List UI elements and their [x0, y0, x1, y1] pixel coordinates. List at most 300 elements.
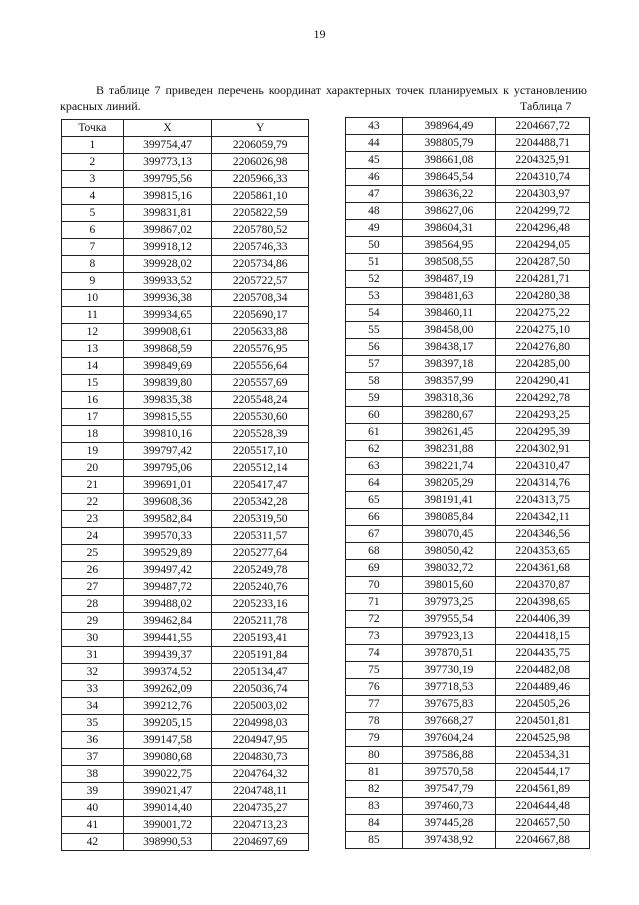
y-cell: 2205233,16: [212, 596, 309, 613]
x-cell: 397604,24: [402, 730, 496, 747]
table-row: [62, 358, 309, 375]
table-row: [346, 322, 590, 339]
y-cell: 2204325,91: [496, 152, 590, 169]
point-cell: 71: [346, 594, 403, 611]
table-row: [346, 152, 590, 169]
x-cell: 399212,76: [123, 698, 212, 715]
table-row: [62, 579, 309, 596]
point-cell: 80: [346, 747, 403, 764]
point-cell: 37: [62, 749, 124, 766]
x-cell: 399933,52: [123, 273, 212, 290]
table-row: [62, 239, 309, 256]
table-row: [346, 203, 590, 220]
point-cell: 65: [346, 492, 403, 509]
point-cell: 74: [346, 645, 403, 662]
x-cell: 398460,11: [402, 305, 496, 322]
x-cell: 397870,51: [402, 645, 496, 662]
x-cell: 397668,27: [402, 713, 496, 730]
point-cell: 55: [346, 322, 403, 339]
page-number: 19: [313, 27, 326, 41]
table-row: [346, 781, 590, 798]
point-cell: 12: [62, 324, 124, 341]
point-cell: 2: [62, 154, 124, 171]
table-row: [62, 749, 309, 766]
x-cell: 397547,79: [402, 781, 496, 798]
y-cell: 2205134,47: [212, 664, 309, 681]
x-cell: 399374,52: [123, 664, 212, 681]
table-row: [346, 815, 590, 832]
point-cell: 34: [62, 698, 124, 715]
y-cell: 2205528,39: [212, 426, 309, 443]
x-cell: 399831,81: [123, 205, 212, 222]
x-cell: 398564,95: [402, 237, 496, 254]
x-cell: 399608,36: [123, 494, 212, 511]
x-cell: 398636,22: [402, 186, 496, 203]
point-cell: 10: [62, 290, 124, 307]
point-cell: 75: [346, 662, 403, 679]
y-cell: 2205966,33: [212, 171, 309, 188]
x-cell: 399867,02: [123, 222, 212, 239]
point-cell: 84: [346, 815, 403, 832]
x-cell: 399570,33: [123, 528, 212, 545]
y-cell: 2205249,78: [212, 562, 309, 579]
x-cell: 398318,36: [402, 390, 496, 407]
x-cell: 398050,42: [402, 543, 496, 560]
x-cell: 397730,19: [402, 662, 496, 679]
point-cell: 44: [346, 135, 403, 152]
table-row: [62, 528, 309, 545]
y-cell: 2205780,52: [212, 222, 309, 239]
table-row: [346, 696, 590, 713]
x-cell: 399918,12: [123, 239, 212, 256]
x-cell: 399936,38: [123, 290, 212, 307]
y-cell: 2204534,31: [496, 747, 590, 764]
y-cell: 2204667,72: [496, 118, 590, 135]
point-cell: 60: [346, 407, 403, 424]
y-cell: 2205342,28: [212, 494, 309, 511]
table-row: [346, 798, 590, 815]
y-cell: 2204310,74: [496, 169, 590, 186]
point-cell: 31: [62, 647, 124, 664]
y-cell: 2204998,03: [212, 715, 309, 732]
table-row: [346, 577, 590, 594]
point-cell: 7: [62, 239, 124, 256]
y-cell: 2206026,98: [212, 154, 309, 171]
point-cell: 51: [346, 254, 403, 271]
y-cell: 2205517,10: [212, 443, 309, 460]
table-row: [62, 630, 309, 647]
table-row: [346, 220, 590, 237]
table-row: [62, 766, 309, 783]
table-row: [62, 188, 309, 205]
table-row: [346, 679, 590, 696]
table-row: [62, 681, 309, 698]
table-row: [346, 169, 590, 186]
header-point: Точка: [62, 120, 124, 137]
x-cell: 399839,80: [123, 375, 212, 392]
point-cell: 32: [62, 664, 124, 681]
x-cell: 397445,28: [402, 815, 496, 832]
point-cell: 35: [62, 715, 124, 732]
y-cell: 2205633,88: [212, 324, 309, 341]
y-cell: 2205746,33: [212, 239, 309, 256]
point-cell: 85: [346, 832, 403, 849]
y-cell: 2204342,11: [496, 509, 590, 526]
table-row: [346, 373, 590, 390]
y-cell: 2204435,75: [496, 645, 590, 662]
point-cell: 83: [346, 798, 403, 815]
x-cell: 399439,37: [123, 647, 212, 664]
y-cell: 2204418,15: [496, 628, 590, 645]
point-cell: 4: [62, 188, 124, 205]
x-cell: 399849,69: [123, 358, 212, 375]
y-cell: 2204303,97: [496, 186, 590, 203]
y-cell: 2204525,98: [496, 730, 590, 747]
point-cell: 56: [346, 339, 403, 356]
x-cell: 397923,13: [402, 628, 496, 645]
y-cell: 2204302,91: [496, 441, 590, 458]
y-cell: 2204735,27: [212, 800, 309, 817]
y-cell: 2205861,10: [212, 188, 309, 205]
point-cell: 79: [346, 730, 403, 747]
x-cell: 398458,00: [402, 322, 496, 339]
x-cell: 399835,38: [123, 392, 212, 409]
point-cell: 5: [62, 205, 124, 222]
y-cell: 2205557,69: [212, 375, 309, 392]
x-cell: 399529,89: [123, 545, 212, 562]
point-cell: 81: [346, 764, 403, 781]
point-cell: 76: [346, 679, 403, 696]
table-row: [346, 730, 590, 747]
point-cell: 3: [62, 171, 124, 188]
table-row: [346, 492, 590, 509]
point-cell: 73: [346, 628, 403, 645]
table-row: [62, 613, 309, 630]
y-cell: 2205417,47: [212, 477, 309, 494]
table-row: [62, 392, 309, 409]
point-cell: 46: [346, 169, 403, 186]
x-cell: 399908,61: [123, 324, 212, 341]
x-cell: 398964,49: [402, 118, 496, 135]
point-cell: 47: [346, 186, 403, 203]
table-row: [62, 647, 309, 664]
point-cell: 42: [62, 834, 124, 851]
y-cell: 2204544,17: [496, 764, 590, 781]
table-row: [62, 545, 309, 562]
table-row: [62, 698, 309, 715]
point-cell: 69: [346, 560, 403, 577]
table-row: [62, 324, 309, 341]
table-row: [346, 509, 590, 526]
y-cell: 2204292,78: [496, 390, 590, 407]
point-cell: 8: [62, 256, 124, 273]
table-row: [62, 137, 309, 154]
y-cell: 2204644,48: [496, 798, 590, 815]
x-cell: 399205,15: [123, 715, 212, 732]
y-cell: 2204287,50: [496, 254, 590, 271]
y-cell: 2205311,57: [212, 528, 309, 545]
table-row: [62, 511, 309, 528]
y-cell: 2204713,23: [212, 817, 309, 834]
x-cell: 397955,54: [402, 611, 496, 628]
x-cell: 397438,92: [402, 832, 496, 849]
y-cell: 2204488,71: [496, 135, 590, 152]
table-row: [346, 305, 590, 322]
point-cell: 1: [62, 137, 124, 154]
intro-paragraph: В таблице 7 приведен перечень координат характерных точек планируемых к установлению красных линий.: [60, 83, 587, 113]
x-cell: 398661,08: [402, 152, 496, 169]
table-row: [62, 494, 309, 511]
y-cell: 2204294,05: [496, 237, 590, 254]
y-cell: 2204830,73: [212, 749, 309, 766]
x-cell: 398397,18: [402, 356, 496, 373]
x-cell: 398070,45: [402, 526, 496, 543]
table-row: [346, 339, 590, 356]
point-cell: 27: [62, 579, 124, 596]
header-x: X: [123, 120, 212, 137]
point-cell: 59: [346, 390, 403, 407]
x-cell: 398645,54: [402, 169, 496, 186]
y-cell: 2205530,60: [212, 409, 309, 426]
x-cell: 399795,56: [123, 171, 212, 188]
x-cell: 399022,75: [123, 766, 212, 783]
table-row: [346, 390, 590, 407]
table-row: [346, 254, 590, 271]
point-cell: 64: [346, 475, 403, 492]
table-row: [62, 273, 309, 290]
point-cell: 15: [62, 375, 124, 392]
x-cell: 397570,58: [402, 764, 496, 781]
table-row: [62, 460, 309, 477]
x-cell: 399797,42: [123, 443, 212, 460]
table-row: [346, 441, 590, 458]
y-cell: 2204489,46: [496, 679, 590, 696]
point-cell: 28: [62, 596, 124, 613]
point-cell: 38: [62, 766, 124, 783]
point-cell: 45: [346, 152, 403, 169]
point-cell: 39: [62, 783, 124, 800]
x-cell: 398604,31: [402, 220, 496, 237]
table-row: [62, 205, 309, 222]
x-cell: 399928,02: [123, 256, 212, 273]
x-cell: 399001,72: [123, 817, 212, 834]
table-row: [346, 543, 590, 560]
y-cell: 2204275,22: [496, 305, 590, 322]
point-cell: 82: [346, 781, 403, 798]
point-cell: 25: [62, 545, 124, 562]
point-cell: 17: [62, 409, 124, 426]
point-cell: 68: [346, 543, 403, 560]
x-cell: 398487,19: [402, 271, 496, 288]
x-cell: 398627,06: [402, 203, 496, 220]
y-cell: 2204295,39: [496, 424, 590, 441]
y-cell: 2205722,57: [212, 273, 309, 290]
x-cell: 399815,55: [123, 409, 212, 426]
y-cell: 2204748,11: [212, 783, 309, 800]
y-cell: 2205277,64: [212, 545, 309, 562]
table-row: [346, 186, 590, 203]
point-cell: 30: [62, 630, 124, 647]
table-row: [346, 475, 590, 492]
point-cell: 29: [62, 613, 124, 630]
y-cell: 2204299,72: [496, 203, 590, 220]
x-cell: 399021,47: [123, 783, 212, 800]
y-cell: 2205193,41: [212, 630, 309, 647]
table-row: [62, 817, 309, 834]
x-cell: 399934,65: [123, 307, 212, 324]
y-cell: 2204313,75: [496, 492, 590, 509]
point-cell: 19: [62, 443, 124, 460]
y-cell: 2204353,65: [496, 543, 590, 560]
table-header-row: [62, 120, 309, 137]
x-cell: 399462,84: [123, 613, 212, 630]
table-row: [346, 832, 590, 849]
x-cell: 398357,99: [402, 373, 496, 390]
y-cell: 2205319,50: [212, 511, 309, 528]
table-row: [62, 834, 309, 851]
table-row: [346, 747, 590, 764]
y-cell: 2204505,26: [496, 696, 590, 713]
table-row: [346, 526, 590, 543]
x-cell: 398805,79: [402, 135, 496, 152]
point-cell: 20: [62, 460, 124, 477]
x-cell: 399754,47: [123, 137, 212, 154]
y-cell: 2206059,79: [212, 137, 309, 154]
x-cell: 397460,73: [402, 798, 496, 815]
point-cell: 6: [62, 222, 124, 239]
y-cell: 2204275,10: [496, 322, 590, 339]
x-cell: 399773,13: [123, 154, 212, 171]
y-cell: 2204281,71: [496, 271, 590, 288]
x-cell: 398508,55: [402, 254, 496, 271]
x-cell: 399014,40: [123, 800, 212, 817]
table-caption: Таблица 7: [520, 99, 572, 113]
table-row: [62, 477, 309, 494]
table-row: [62, 409, 309, 426]
table-row: [346, 424, 590, 441]
x-cell: 398032,72: [402, 560, 496, 577]
table-row: [346, 713, 590, 730]
y-cell: 2205690,17: [212, 307, 309, 324]
x-cell: 399815,16: [123, 188, 212, 205]
x-cell: 398990,53: [123, 834, 212, 851]
point-cell: 21: [62, 477, 124, 494]
table-row: [346, 560, 590, 577]
coordinates-table-right: [345, 117, 590, 849]
x-cell: 397675,83: [402, 696, 496, 713]
y-cell: 2205556,64: [212, 358, 309, 375]
point-cell: 50: [346, 237, 403, 254]
table-row: [62, 171, 309, 188]
x-cell: 398438,17: [402, 339, 496, 356]
y-cell: 2205548,24: [212, 392, 309, 409]
point-cell: 63: [346, 458, 403, 475]
y-cell: 2205822,59: [212, 205, 309, 222]
table-row: [346, 237, 590, 254]
y-cell: 2204361,68: [496, 560, 590, 577]
point-cell: 62: [346, 441, 403, 458]
y-cell: 2205734,86: [212, 256, 309, 273]
x-cell: 398280,67: [402, 407, 496, 424]
y-cell: 2204697,69: [212, 834, 309, 851]
y-cell: 2204370,87: [496, 577, 590, 594]
table-row: [346, 118, 590, 135]
y-cell: 2204285,00: [496, 356, 590, 373]
table-row: [346, 271, 590, 288]
point-cell: 11: [62, 307, 124, 324]
point-cell: 67: [346, 526, 403, 543]
table-row: [62, 256, 309, 273]
table-row: [62, 732, 309, 749]
point-cell: 9: [62, 273, 124, 290]
point-cell: 16: [62, 392, 124, 409]
x-cell: 399488,02: [123, 596, 212, 613]
point-cell: 36: [62, 732, 124, 749]
y-cell: 2204482,08: [496, 662, 590, 679]
point-cell: 33: [62, 681, 124, 698]
y-cell: 2204296,48: [496, 220, 590, 237]
x-cell: 398205,29: [402, 475, 496, 492]
table-row: [346, 645, 590, 662]
y-cell: 2205240,76: [212, 579, 309, 596]
y-cell: 2205512,14: [212, 460, 309, 477]
point-cell: 23: [62, 511, 124, 528]
x-cell: 398261,45: [402, 424, 496, 441]
x-cell: 398015,60: [402, 577, 496, 594]
y-cell: 2204657,50: [496, 815, 590, 832]
table-row: [346, 764, 590, 781]
point-cell: 54: [346, 305, 403, 322]
table-row: [346, 288, 590, 305]
table-row: [62, 715, 309, 732]
y-cell: 2205576,95: [212, 341, 309, 358]
point-cell: 77: [346, 696, 403, 713]
table-row: [346, 594, 590, 611]
point-cell: 22: [62, 494, 124, 511]
point-cell: 13: [62, 341, 124, 358]
x-cell: 399080,68: [123, 749, 212, 766]
table-row: [346, 135, 590, 152]
x-cell: 399868,59: [123, 341, 212, 358]
point-cell: 49: [346, 220, 403, 237]
point-cell: 52: [346, 271, 403, 288]
x-cell: 399497,42: [123, 562, 212, 579]
table-row: [62, 562, 309, 579]
point-cell: 70: [346, 577, 403, 594]
table-row: [62, 443, 309, 460]
x-cell: 397973,25: [402, 594, 496, 611]
table-row: [346, 407, 590, 424]
y-cell: 2204398,65: [496, 594, 590, 611]
table-row: [62, 307, 309, 324]
point-cell: 78: [346, 713, 403, 730]
y-cell: 2204276,80: [496, 339, 590, 356]
point-cell: 58: [346, 373, 403, 390]
x-cell: 398191,41: [402, 492, 496, 509]
table-row: [62, 290, 309, 307]
table-row: [62, 596, 309, 613]
x-cell: 399441,55: [123, 630, 212, 647]
y-cell: 2204280,38: [496, 288, 590, 305]
point-cell: 40: [62, 800, 124, 817]
table-row: [62, 375, 309, 392]
table-row: [62, 664, 309, 681]
coordinates-table-left: [61, 119, 309, 851]
point-cell: 26: [62, 562, 124, 579]
point-cell: 14: [62, 358, 124, 375]
x-cell: 398085,84: [402, 509, 496, 526]
point-cell: 72: [346, 611, 403, 628]
